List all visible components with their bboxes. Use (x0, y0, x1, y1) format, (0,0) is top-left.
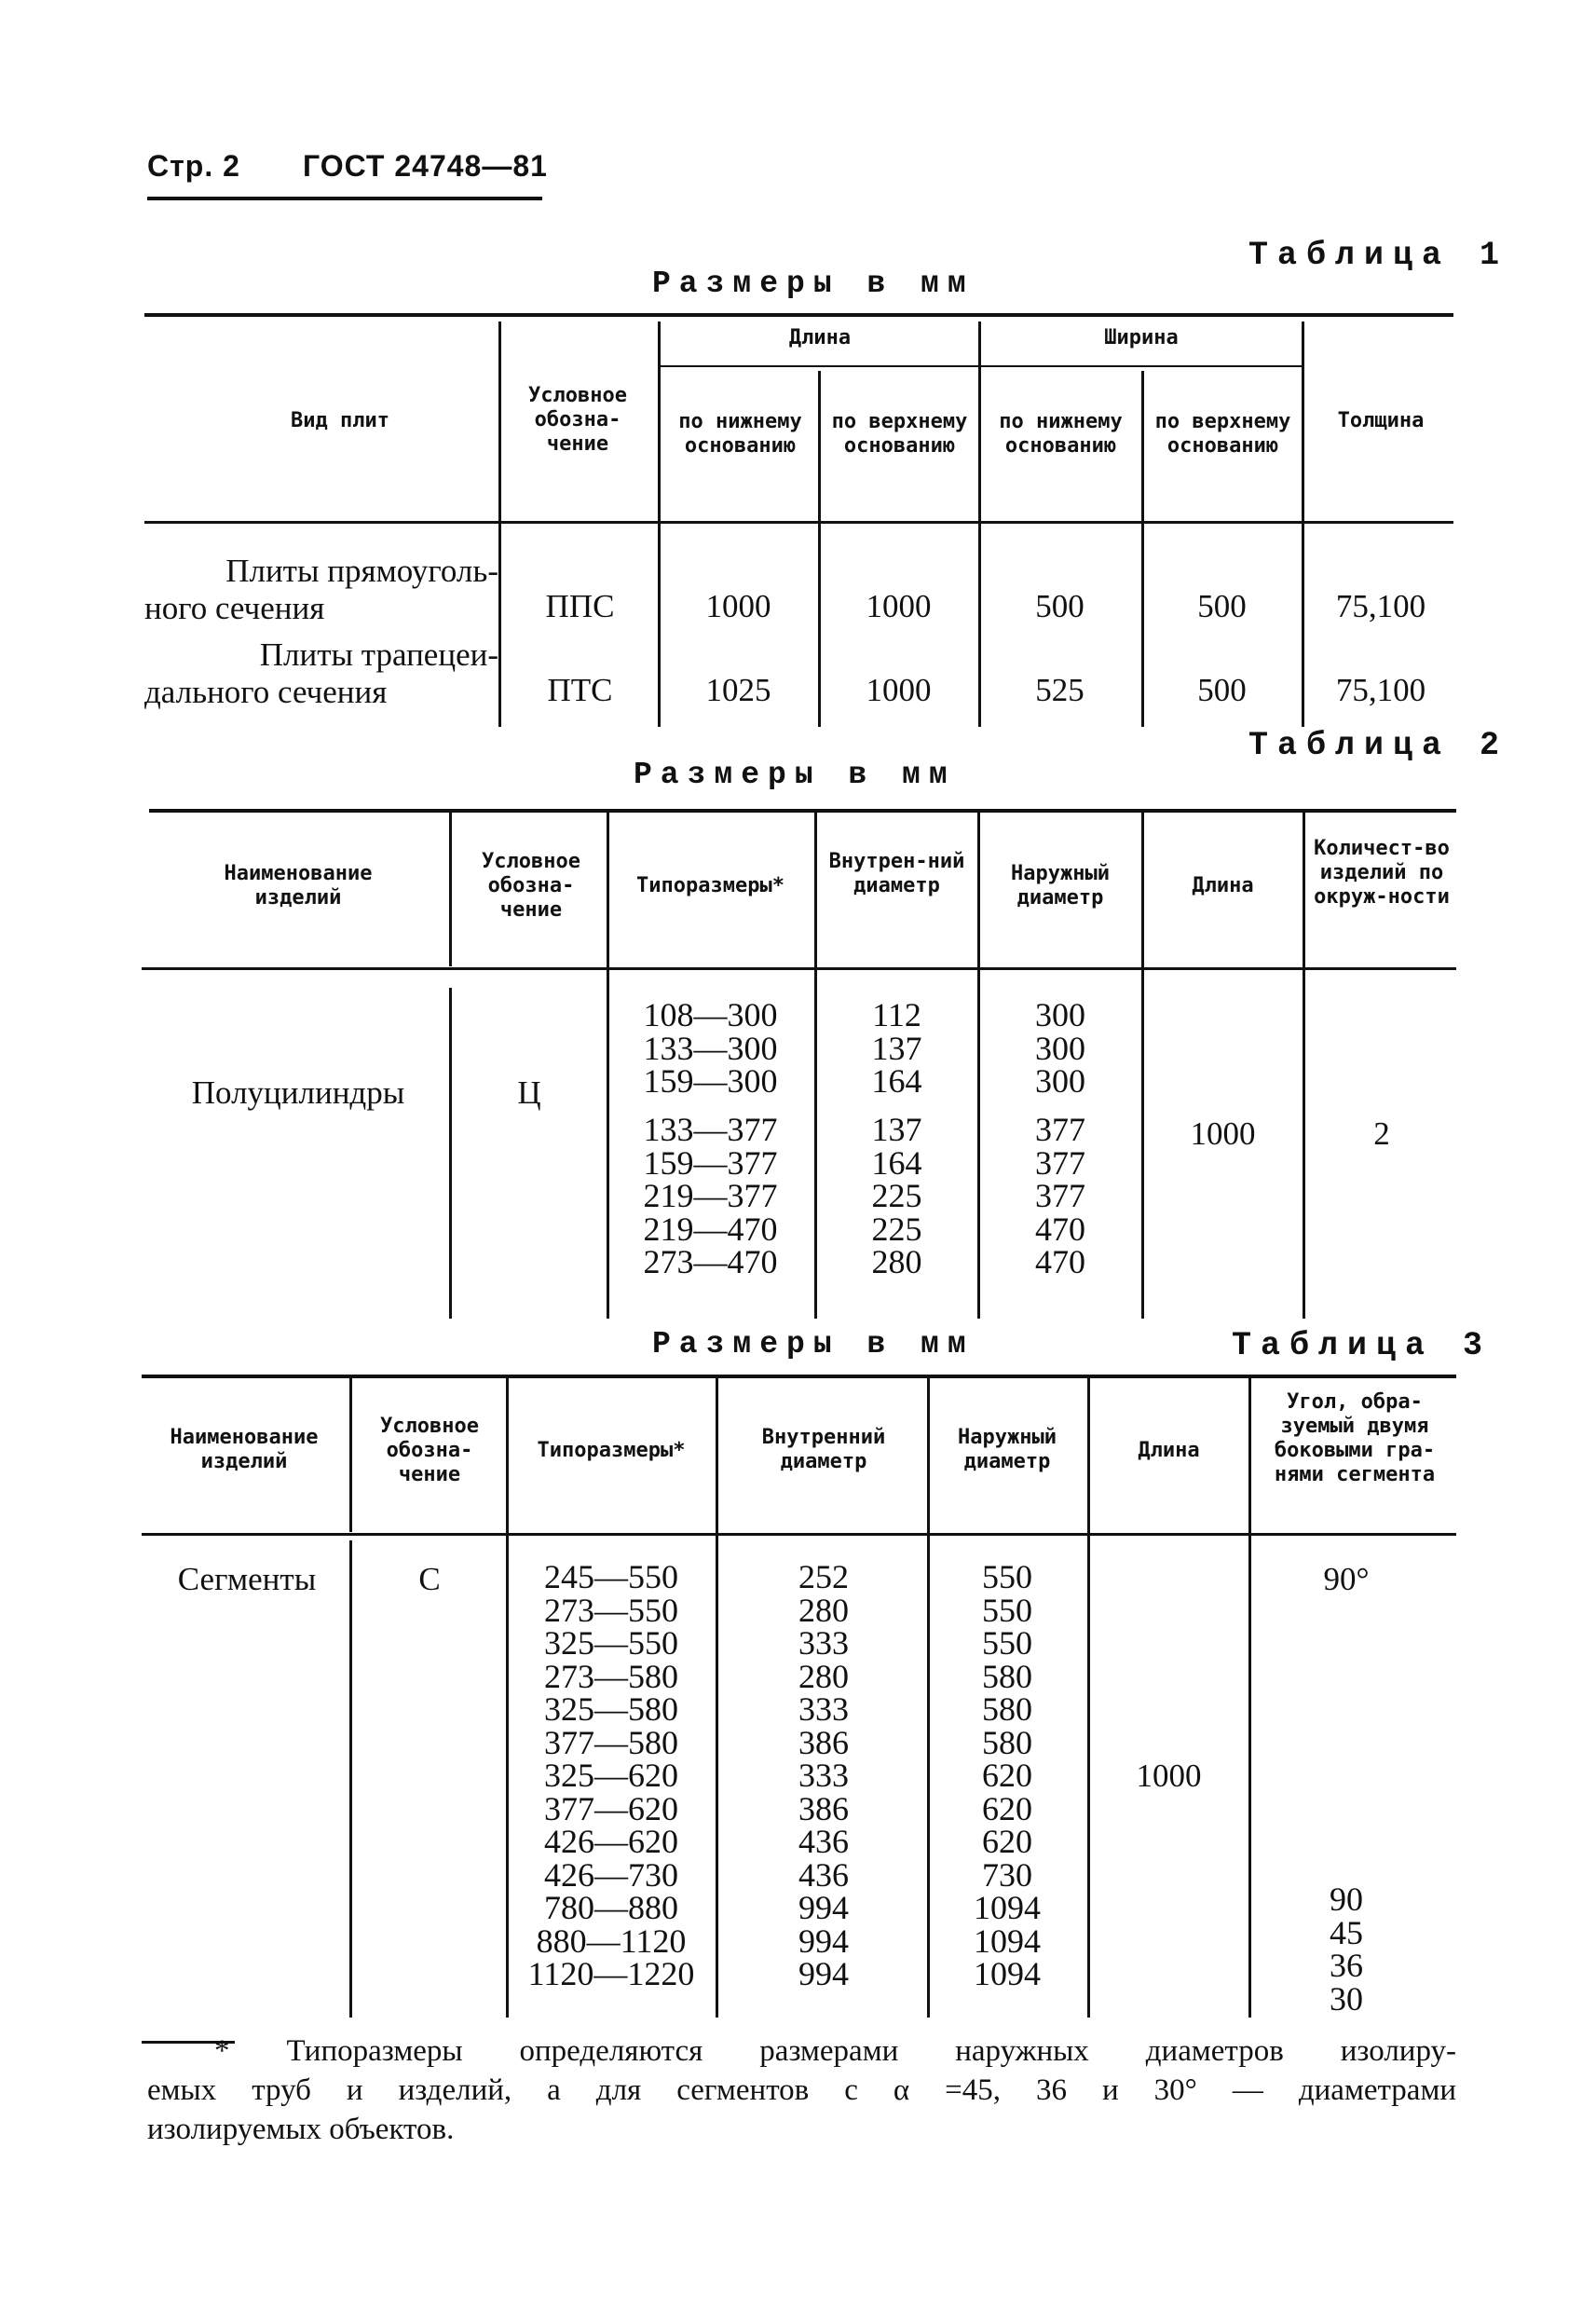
table1-row1-name (144, 553, 498, 627)
table1-header-oboz: Условное обозна-чение (528, 384, 627, 456)
table1-row2-sh-verh: 500 (1197, 672, 1247, 708)
table3-vline (716, 1378, 718, 2018)
table1-header-shirina: Ширина (1104, 326, 1179, 349)
table1-top-rule (144, 313, 1453, 317)
table3-header-ugol: Угол, обра-зуемый двумя боковыми гра-нями сегмента (1274, 1390, 1436, 1486)
table1-row2-oboz: ПТС (547, 672, 613, 708)
table2-header-kol: Количест-во изделий по окруж-ности (1314, 837, 1450, 909)
table1-row2-dl-niz: 1025 (705, 672, 771, 708)
table1-row1-dl-niz: 1000 (705, 588, 771, 624)
footnote-line1 (147, 2032, 1456, 2071)
table1-header-sh-verh: по верхнему основанию (1154, 410, 1291, 458)
table1-row1-name-line1: Плиты прямоуголь- (225, 553, 498, 589)
table3-naruzh-column: 550 550 550 580 580 580 620 620 620 730 1094 1094 1094 (974, 1558, 1041, 1992)
table1-header-rule (144, 521, 1453, 524)
table1-header-dl-niz: по нижнему основанию (678, 410, 802, 458)
table1-row2-tolsh: 75,100 (1335, 672, 1426, 708)
table2-vline (1303, 813, 1305, 1319)
table3-ugol-bottom: 90 45 36 30 (1330, 1881, 1363, 2018)
table3-header-vnutr: Внутренний диаметр (761, 1426, 886, 1473)
table2-tipo-group-a: 108—300 133—300 159—300 (643, 996, 778, 1100)
table3-header-tipo: Типоразмеры* (537, 1439, 686, 1462)
table2-name: Полуцилиндры (191, 1074, 405, 1111)
table1-subtitle: Размеры в мм (652, 267, 975, 301)
table2-subtitle: Размеры в мм (634, 758, 956, 792)
table3-subtitle: Размеры в мм (652, 1327, 975, 1361)
page-number: Стр. 2 (147, 149, 240, 183)
table2-kol: 2 (1373, 1115, 1390, 1152)
table2-tipo-group-b: 133—377 159—377 219—377 219—470 273—470 (643, 1111, 778, 1280)
table2-naruzh-group-b: 377 377 377 470 470 (1035, 1111, 1085, 1280)
table1-vline (1302, 321, 1304, 727)
table3-vline (506, 1378, 509, 2018)
table3-ugol-top: 90° (1323, 1561, 1370, 1597)
table3-dlina: 1000 (1136, 1758, 1202, 1794)
table3-header-rule (142, 1533, 1456, 1536)
table2-caption: Таблица 2 (1248, 727, 1509, 764)
table2-header-tipo: Типоразмеры* (636, 874, 784, 897)
table2-header-oboz: Условное обозна-чение (482, 850, 580, 922)
table2-vnutr-group-a: 112 137 164 (871, 996, 922, 1100)
table3-tipo-column: 245—550 273—550 325—550 273—580 325—580 377—580 325—620 377—620 426—620 426—730 780—880 880—1120 1120—1220 (527, 1558, 695, 1992)
table1-row1-dl-verh: 1000 (866, 588, 932, 624)
table3-header-name: Наименование изделий (170, 1426, 319, 1473)
table1-row1-tolsh: 75,100 (1335, 588, 1426, 624)
table1-header-dl-verh: по верхнему основанию (831, 410, 968, 458)
table1-row2-dl-verh: 1000 (866, 672, 932, 708)
table2-header-vnutr: Внутрен-ний диаметр (828, 850, 965, 897)
table2-header-dlina: Длина (1192, 874, 1254, 897)
table1-vline (658, 321, 661, 727)
table3-header-oboz: Условное обозна-чение (380, 1415, 479, 1486)
table1-row2-name-line1: Плиты трапецеи- (259, 636, 498, 673)
footnote-line3: изолируемых объектов. (147, 2113, 455, 2146)
table1-vline (498, 321, 501, 727)
table3-header-dlina: Длина (1138, 1439, 1200, 1462)
table3-oboz: С (418, 1561, 441, 1597)
table1-row1-sh-niz: 500 (1035, 588, 1084, 624)
table2-top-rule (149, 809, 1456, 813)
table3-vnutr-column: 252 280 333 280 333 386 333 386 436 436 994 994 994 (798, 1558, 849, 1992)
footnote-line2: емых труб и изделий, а для сегментов с α =45, 36 и 30° — диаметрами (147, 2073, 1456, 2107)
table3-name: Сегменты (177, 1561, 317, 1597)
table1-row2-name (144, 636, 498, 711)
table1-row1-name-line2: ного сечения (144, 590, 325, 626)
table3-vline (349, 1540, 352, 2018)
table1-header-tolsh: Толщина (1337, 409, 1425, 432)
table3-vline (349, 1378, 352, 1532)
table1-row2-sh-niz: 525 (1035, 672, 1084, 708)
header-underline (147, 197, 542, 200)
table2-header-naruzh: Наружный диаметр (1011, 862, 1110, 910)
table1-vline (1141, 371, 1144, 727)
table3-top-rule (142, 1375, 1456, 1378)
table2-vline (449, 813, 452, 966)
table1-subhead-rule (660, 365, 1303, 367)
table1-row2-name-line2: дального сечения (144, 674, 388, 710)
table2-naruzh-group-a: 300 300 300 (1035, 996, 1085, 1100)
table1-row1-sh-verh: 500 (1197, 588, 1247, 624)
table1-vline (818, 371, 821, 727)
table2-vline (449, 988, 452, 1319)
table3-vline (1087, 1378, 1090, 2018)
table2-vnutr-group-b: 137 164 225 225 280 (871, 1111, 922, 1280)
table1-row1-oboz: ППС (545, 588, 615, 624)
table2-header-rule (142, 967, 1456, 970)
table2-vline (607, 813, 609, 1319)
table2-dlina: 1000 (1190, 1115, 1256, 1152)
table2-vline (1141, 813, 1144, 1319)
table3-header-naruzh: Наружный диаметр (958, 1426, 1057, 1473)
table1-header-dlina: Длина (788, 326, 852, 349)
table3-caption: Таблица 3 (1232, 1327, 1493, 1364)
table2-oboz: Ц (517, 1074, 541, 1111)
table1-vline (978, 321, 981, 727)
footnote-line1-text: * Типоразмеры определяются размерами наружных диаметров изолиру- (214, 2034, 1456, 2068)
table2-header-name: Наименование изделий (224, 862, 373, 910)
document-code: ГОСТ 24748—81 (303, 149, 548, 183)
table1-header-sh-niz: по нижнему основанию (999, 410, 1123, 458)
table1-caption: Таблица 1 (1248, 237, 1509, 274)
table2-vline (814, 813, 817, 1319)
table1-header-vid: Вид плит (291, 409, 389, 432)
